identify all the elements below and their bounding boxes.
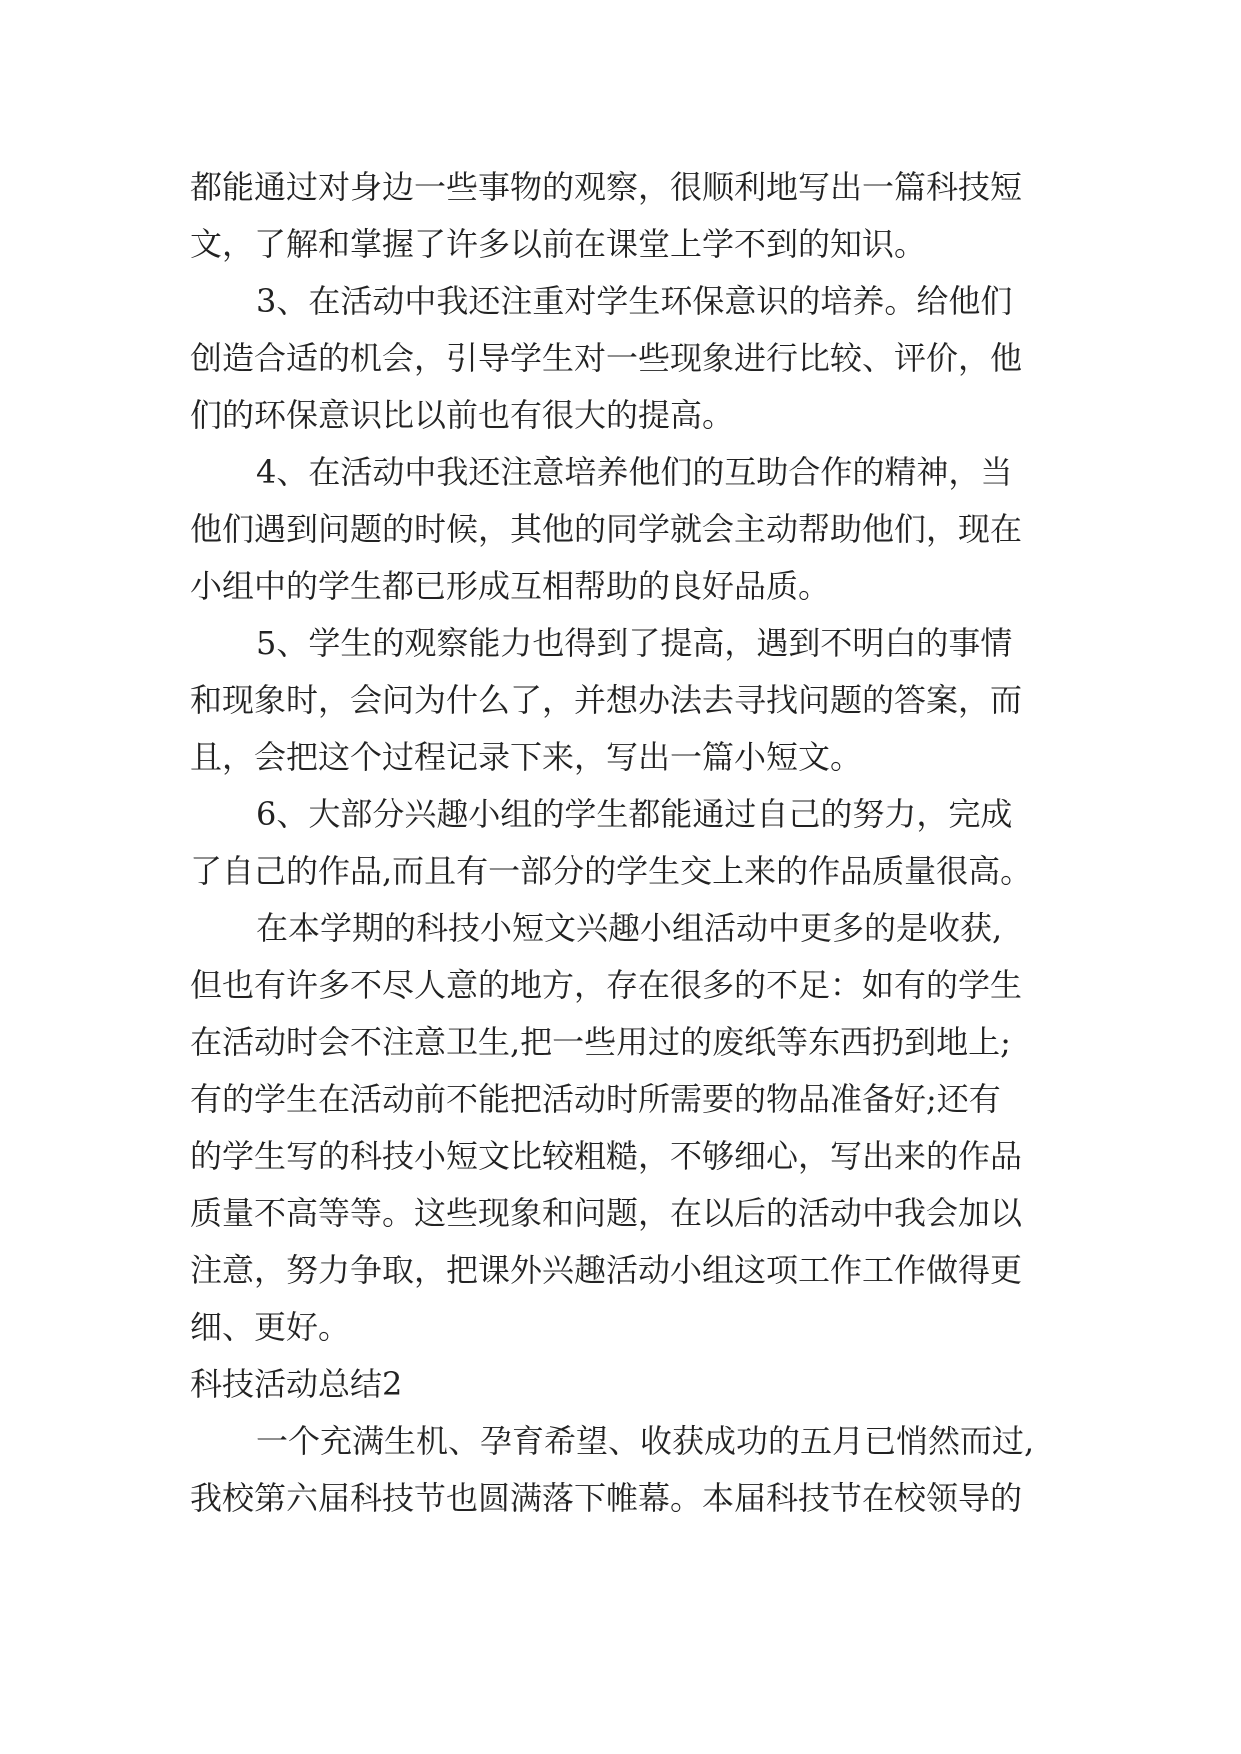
body-text-line: 创造合适的机会，引导学生对一些现象进行比较、评价，他 [190, 339, 1023, 377]
body-text-line: 但也有许多不尽人意的地方，存在很多的不足：如有的学生 [190, 966, 1023, 1004]
body-text-line: 文，了解和掌握了许多以前在课堂上学不到的知识。 [190, 225, 927, 263]
body-text-line: 且，会把这个过程记录下来，写出一篇小短文。 [190, 738, 863, 776]
body-text-line: 在活动时会不注意卫生,把一些用过的废纸等东西扔到地上; [190, 1023, 1011, 1061]
body-text-line: 和现象时，会问为什么了，并想办法去寻找问题的答案，而 [190, 681, 1023, 719]
body-text-line: 他们遇到问题的时候，其他的同学就会主动帮助他们，现在 [190, 510, 1023, 548]
body-text-line: 我校第六届科技节也圆满落下帷幕。本届科技节在校领导的 [190, 1479, 1023, 1517]
body-text-line: 都能通过对身边一些事物的观察，很顺利地写出一篇科技短 [190, 168, 1023, 206]
body-text-line: 5、学生的观察能力也得到了提高，遇到不明白的事情 [256, 624, 1013, 662]
body-text-line: 了自己的作品,而且有一部分的学生交上来的作品质量很高。 [190, 852, 1033, 890]
body-text-line: 有的学生在活动前不能把活动时所需要的物品准备好;还有 [190, 1080, 1001, 1118]
body-text-line: 们的环保意识比以前也有很大的提高。 [190, 396, 735, 434]
body-text-line: 在本学期的科技小短文兴趣小组活动中更多的是收获, [256, 909, 1003, 947]
body-text-line: 3、在活动中我还注重对学生环保意识的培养。给他们 [256, 282, 1013, 320]
body-text-line: 6、大部分兴趣小组的学生都能通过自己的努力，完成 [256, 795, 1013, 833]
body-text-line: 小组中的学生都已形成互相帮助的良好品质。 [190, 567, 831, 605]
body-text-line: 4、在活动中我还注意培养他们的互助合作的精神，当 [256, 453, 1013, 491]
body-text-line: 细、更好。 [190, 1308, 351, 1346]
body-text-line: 一个充满生机、孕育希望、收获成功的五月已悄然而过, [256, 1422, 1035, 1460]
section-heading: 科技活动总结2 [190, 1365, 403, 1403]
body-text-line: 质量不高等等。这些现象和问题，在以后的活动中我会加以 [190, 1194, 1023, 1232]
body-text-line: 的学生写的科技小短文比较粗糙，不够细心，写出来的作品 [190, 1137, 1023, 1175]
body-text-line: 注意，努力争取，把课外兴趣活动小组这项工作工作做得更 [190, 1251, 1023, 1289]
